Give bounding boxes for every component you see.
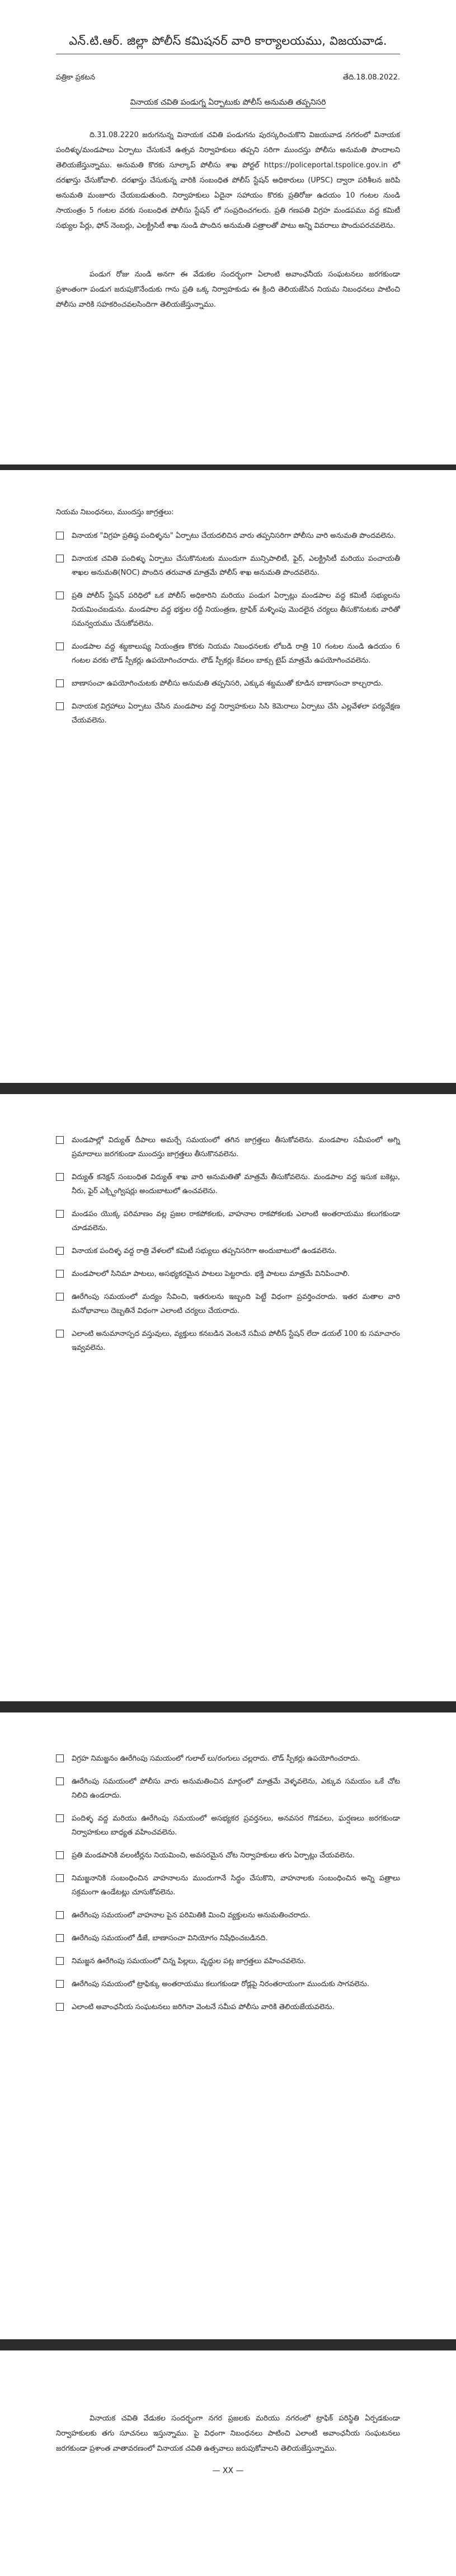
press-meta <box>56 67 400 89</box>
list-item: వినాయక విగ్రహాలు ఏర్పాటు చేసిన మండపాల వద్ద నిర్వాహకులు సిసి కెమెరాలు ఏర్పాటు చేసి ఎల్లవేళలా పర్యవేక్షణ చేయవలెను. <box>56 700 400 728</box>
subject-text: వినాయక చవితి పండుగ్న ఏర్పాటుకు పోలీస్ అనుమతి తప్పనిసరి <box>130 98 326 109</box>
request-paragraph: పండుగ రోజు నుండి అనగా ఈ వేడుకల సందర్భంగా ఏలాంటి అవాంఛనీయ సంఘటనలు జరగకుండా ప్రశాంతంగా పండుగ జరుపుకొనేందుకు గాను ప్రతి ఒక్క నిర్వాహకుడు ఈ క్రింది తెలియజేసిన నియమ నిబంధనలు పాటించి పోలీసు వారికి సహకరించవలసిందిగా తెలియజేస్తున్నాము. <box>56 270 400 309</box>
checkbox-icon <box>56 1210 64 1218</box>
list-item: విద్యుత్ కనెక్షన్ సంబంధిత విద్యుత్ శాఖ వారి అనుమతితో మాత్రమే తీసుకోవలెను. మండపాల వద్ద ఇసుక బకెట్లు, నీరు, ఫైర్ ఎక్స్టింగ్విషర్లు అందుబాటులో ఉంచవలెను. <box>56 1170 400 1198</box>
list-item: ఊరేగింపు సమయంలో మద్యం సేవించి, ఇతరులను ఇబ్బంది పెట్టే విధంగా ప్రవర్తించరాదు. ఇతర మతాల వారి మనోభావాలు దెబ్బతినే విధంగా ఎలాంటి చర్యలు చేయరాదు. <box>56 1290 400 1318</box>
list-item: నిమజ్జన ఊరేగింపు సమయంలో చిన్న పిల్లలు, వృద్ధుల పట్ల జాగ్రత్తలు వహించవలెను. <box>56 1954 400 1968</box>
checkbox-icon <box>56 592 64 599</box>
document-page-4 <box>0 1712 456 2339</box>
list-item: మండపాల వద్ద శబ్దకాలుష్య నియంత్రణ కొరకు నియమ నిబంధనలకు లోబడి రాత్రి 10 గంటల నుండి ఉదయం 6 గంటల వరకు లౌడ్ స్పీకర్లు ఉపయోగించరాదు. లౌడ్ స్పీకర్లు కేవలం బాక్సు టైప్ మాత్రమే ఉపయోగించవలెను. <box>56 640 400 668</box>
list-item: నిమజ్జనానికి సంబంధించిన వాహనాలను ముందుగానే సిద్ధం చేసుకొని, వాహనాలకు సంబంధించిన అన్ని పత్రాలు సక్రమంగా ఉండేటట్లు చూసుకోవలెను. <box>56 1871 400 1899</box>
press-date: తేది.18.08.2022. <box>343 73 400 82</box>
list-item: విగ్రహ నిమజ్జనం ఊరేగింపు సమయంలో గులాల్ లు/రంగులు చల్లరాదు. లౌడ్ స్పీకర్లు ఉపయోగించరాదు. <box>56 1752 400 1766</box>
page-separator <box>0 464 456 470</box>
checkbox-icon <box>56 642 64 650</box>
list-item: ఎలాంటి అనుమానాస్పద వస్తువులు, వ్యక్తులు కనబడిన వెంటనే సమీప పోలీస్ స్టేషన్ లేదా డయల్ 100 కు సమాచారం ఇవ్వవలెను. <box>56 1327 400 1355</box>
closing-paragraph: వినాయక చవితి వేడుకల సందర్భంగా నగర ప్రజలకు మరియు నగరంలో ట్రాఫిక్ పరిస్థితి ఏర్పడకుండా నిర్వాహకులకు తగు సూచనలు ఇస్తున్నాము. పై విధంగా నిబంధనలు పాటించి ఎలాంటి అవాంఛనీయ సంఘటనలు జరగకుండా ప్రశాంత వాతావరణంలో వినాయక చవితి ఉత్సవాలు జరుపుకోవాలని తెలియజేస్తున్నాము. <box>56 2414 400 2453</box>
document-page-3 <box>0 1094 456 1701</box>
list-item: ఊరేగింపు సమయంలో వాహనాల పైన పరిమితికి మించి వ్యక్తులను అనుమతించరాదు. <box>56 1908 400 1922</box>
checkbox-icon <box>56 1934 64 1942</box>
list-item: ఊరేగింపు సమయంలో డీజే, బాణాసంచా వినియోగం నిషేధించబడినది. <box>56 1931 400 1945</box>
checkbox-icon <box>56 1980 64 1988</box>
intro-paragraph: ది.31.08.2220 జరుగనున్న వినాయక చవితి పండుగను పురస్కరించుకొని విజయవాడ నగరంలో వినాయక పందిళ్ళు/మండపాలు ఏర్పాటు చేసుకునే ఉత్సవ నిర్వాహకులు తప్పని సరిగా ముందస్తు పోలీసు అనుమతి పొందాలని తెలియజేస్తున్నాము. అనుమతి కొరకు సూల్కాప్ పోలీసు శాఖ పోర్టల్ https://policeportal.tspolice.gov.in లో దరఖాస్తు చేసుకోవాలి. దరఖాస్తు చేసుకున్న వారికి సంబంధిత పోలీస్ స్టేషన్ అధికారులు (UPSC) ద్వారా పరిశీలన జరిపి అనుమతి మంజూరు చేయబడుతుంది. నిర్వాహకులు ఏదైనా సహాయం కొరకు ప్రతిరోజు ఉదయం 10 గంటల నుండి సాయంత్రం 5 గంటల వరకు సంబంధిత పోలీసు స్టేషన్ లో సంప్రదించగలరు. ప్రతి గణపతి విగ్రహ మండపము వద్ద కమిటీ సభ్యుల పేర్లు, ఫోన్ నెంబర్లు, ఎలక్ట్రిసిటీ శాఖ నుండి పొందిన అనుమతి పత్రాలతో పాటు అన్ని వివరాలు పొందుపరచవలెను. <box>56 131 400 230</box>
list-item: ప్రతి మండపానికి వలంటీర్లను నియమించి, అవసరమైన చోట నిర్వాహకులు తగు ఏర్పాట్లు చేయవలెను. <box>56 1848 400 1862</box>
checkbox-icon <box>56 1777 64 1785</box>
list-item: మండపాలలో సినిమా పాటలు, అసభ్యకరమైన పాటలు పెట్టరాదు. భక్తి పాటలు మాత్రమే వినిపించాలి. <box>56 1267 400 1281</box>
list-item: ఊరేగింపు సమయంలో పోలీసు వారు అనుమతించిన మార్గంలో మాత్రమే వెళ్ళవలెను, ఎక్కువ సమయం ఒకే చోట నిలిచి ఉండరాదు. <box>56 1775 400 1803</box>
checkbox-icon <box>56 702 64 710</box>
list-item: ఊరేగింపు సమయంలో ట్రాఫిక్కు అంతరాయము కలుగకుండా రోడ్లపై నిరంతరాయంగా ముందుకు సాగవలెను. <box>56 1977 400 1991</box>
rules-intro: నియమ నిబంధనలు, ముందస్తు జాగ్రత్తలు: <box>56 508 174 517</box>
checkbox-icon <box>56 1173 64 1181</box>
page-separator <box>0 1083 456 1094</box>
checkbox-icon <box>56 1814 64 1822</box>
checkbox-icon <box>56 1851 64 1859</box>
rules-list-page3 <box>56 1133 400 1355</box>
checkbox-icon <box>56 2003 64 2011</box>
checkbox-icon <box>56 1911 64 1919</box>
checkbox-icon <box>56 532 64 539</box>
rules-list-page2 <box>56 529 400 728</box>
office-title: ఎన్.టి.ఆర్. జిల్లా పోలీస్ కమిషనర్ వారి కార్యాలయము, విజయవాడ. <box>56 31 400 54</box>
checkbox-icon <box>56 1957 64 1965</box>
checkbox-icon <box>56 1293 64 1301</box>
checkbox-icon <box>56 1754 64 1762</box>
list-item: మండపాల్లో విద్యుత్ దీపాలు అమర్చే సమయంలో తగిన జాగ్రత్తలు తీసుకోవలెను. మండపాల సమీపంలో అగ్ని ప్రమాదాలు జరగకుండా ముందస్తు జాగ్రత్తలు తీసుకొనవలెను. <box>56 1133 400 1161</box>
checkbox-icon <box>56 1136 64 1144</box>
checkbox-icon <box>56 679 64 687</box>
checkbox-icon <box>56 555 64 562</box>
list-item: వినాయక పందిళ్ళ వద్ద రాత్రి వేళలలో కమిటీ సభ్యులు తప్పనిసరిగా అందుబాటులో ఉండవలెను. <box>56 1244 400 1258</box>
checkbox-icon <box>56 1874 64 1882</box>
list-item: మండపం యొక్క పరిమాణం వల్ల ప్రజల రాకపోకలకు, వాహనాల రాకపోకలకు ఎలాంటి అంతరాయము కలుగకుండా చూడవలెను. <box>56 1207 400 1235</box>
document-page-1 <box>0 0 456 464</box>
page-separator <box>0 1701 456 1712</box>
end-mark: — XX — <box>212 2466 244 2475</box>
checkbox-icon <box>56 1330 64 1338</box>
document-page-5 <box>0 2350 456 2576</box>
list-item: వినాయక చవితి పందిళ్ళు ఏర్పాటు చేసుకొనుటకు ముందుగా మున్సిపాలిటీ, ఫైర్, ఎలక్ట్రిసిటీ మరియు పంచాయతీ శాఖల అనుమతి(NOC) పొందిన తరువాత మాత్రమే పోలీస్ శాఖ అనుమతి పొందవలెను. <box>56 552 400 580</box>
list-item: బాణాసంచా ఉపయోగించుటకు పోలీసు అనుమతి తప్పనిసరి, ఎక్కువ శబ్దముతో కూడిన బాణాసంచా కాల్చరాదు. <box>56 677 400 691</box>
checkbox-icon <box>56 1247 64 1255</box>
list-item: ప్రతి పోలీస్ స్టేషన్ పరిధిలో ఒక పోలీస్ అధికారిని మరియు పండుగ ఏర్పాట్లు మండపాల వద్ద కమిటీ సభ్యులను నియమించబడును. మండపాల వద్ద భక్తుల రద్దీ నియంత్రణ, ట్రాఫిక్ మళ్ళింపు మొదలైన చర్యలు తీసుకొనుటకు వారితో సమన్వయము చేసుకోవలెను. <box>56 589 400 631</box>
page-separator <box>0 2339 456 2350</box>
list-item: వినాయక "విగ్రహ ప్రతిష్ఠ పందిళ్ళను" ఏర్పాటు చేయదలిచిన వారు తప్పనిసరిగా పోలీసు వారి అనుమతి పొందవలెను. <box>56 529 400 543</box>
list-item: ఎలాంటి అవాంఛనీయ సంఘటనలు జరిగినా వెంటనే సమీప పోలీసు వారికి తెలియజేయవలెను. <box>56 2000 400 2014</box>
document-page-2 <box>0 470 456 1083</box>
rules-list-page4 <box>56 1752 400 2014</box>
checkbox-icon <box>56 1270 64 1278</box>
subject-line <box>56 98 400 109</box>
press-note-label: పత్రికా ప్రకటన <box>56 73 96 82</box>
list-item: పందిళ్ళ వద్ద మరియు ఊరేగింపు సమయంలో అసభ్యకర ప్రవర్తనలు, అనవసర గొడవలు, ఘర్షణలు జరగకుండా నిర్వాహకులు బాధ్యత వహించవలెను. <box>56 1812 400 1840</box>
